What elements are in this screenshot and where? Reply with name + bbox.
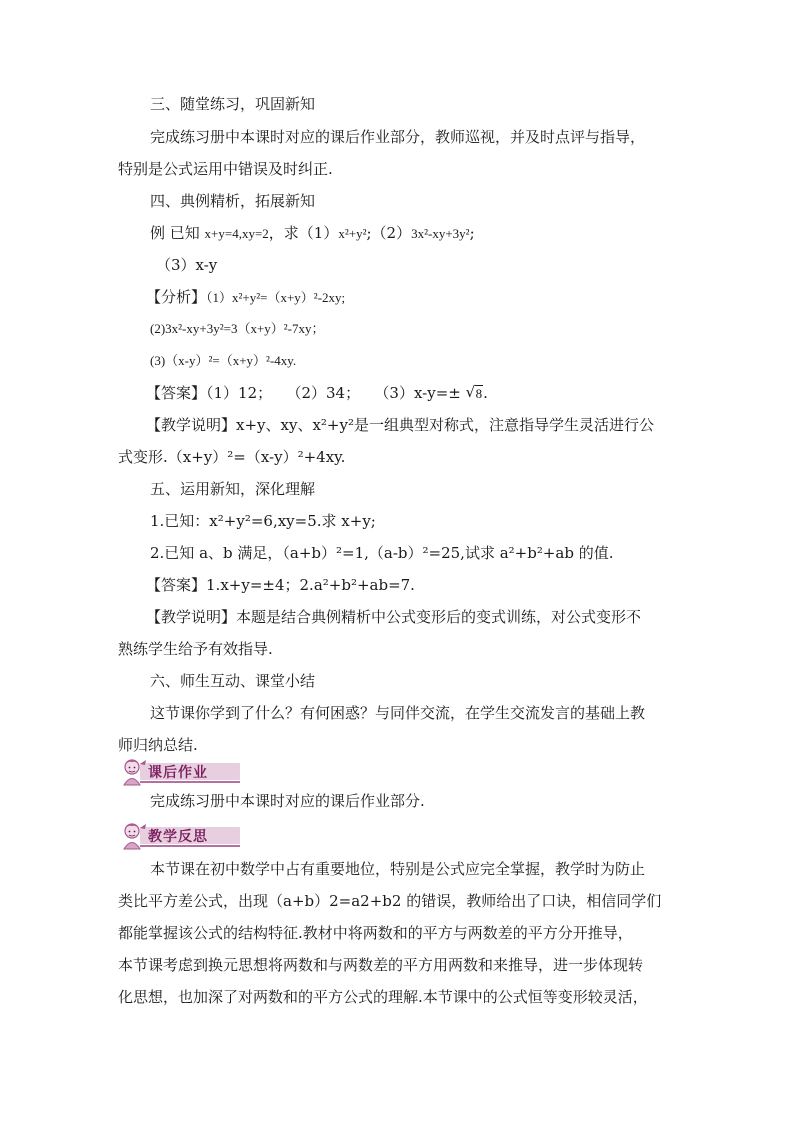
explain4-line2: 式变形.（x+y）²=（x-y）²+4xy. (118, 448, 346, 466)
section6-body-line1: 这节课你学到了什么？有何困惑？与同伴交流，在学生交流发言的基础上教 (150, 704, 646, 722)
answer-3-prefix: （3）x-y=± (374, 384, 461, 402)
section6-body-line2: 师归纳总结. (118, 736, 198, 754)
example-prefix: 例 已知 (150, 224, 205, 242)
section6-heading: 六、师生互动、课堂小结 (150, 672, 316, 690)
answer-2: （2）34； (286, 384, 361, 402)
analysis-step1: （1）x²+y²=（x+y）²-2xy; (206, 290, 346, 305)
example-line (150, 223, 475, 244)
sqrt-8 (466, 383, 484, 404)
analysis-line1 (146, 287, 345, 308)
problem-2: 2.已知 a、b 满足，（a+b）²=1,（a-b）²=25,试求 a²+b²+ab 的值. (150, 544, 614, 562)
homework-banner-label: 课后作业 (148, 765, 208, 781)
analysis-tag: 【分析】 (146, 288, 207, 306)
answer-line (146, 383, 488, 404)
example-sep2: ;（2） (366, 224, 412, 242)
example-q2: 3x²-xy+3y² (411, 226, 470, 241)
reflection-banner-label: 教学反思 (148, 829, 208, 845)
analysis-step2: (2)3x²-xy+3y²=3（x+y）²-7xy； (150, 321, 325, 336)
example-condition: x+y=4,xy=2 (204, 226, 269, 241)
girl-mascot-icon (118, 756, 152, 786)
sqrt-radicand: 8 (475, 386, 483, 401)
answer-tag: 【答案】 (146, 384, 207, 402)
explain4-text1: x+y、xy、x²+y²是一组典型对称式，注意指导学生灵活进行公 (236, 416, 654, 434)
section5-answer-tag: 【答案】 (146, 576, 207, 594)
homework-text: 完成练习册中本课时对应的课后作业部分. (150, 792, 425, 810)
analysis-step3: (3)（x-y）²=（x+y）²-4xy. (150, 353, 297, 368)
section4-heading: 四、典例精析，拓展新知 (150, 192, 316, 210)
explain4-tag: 【教学说明】 (146, 416, 237, 434)
explain5-line1 (146, 607, 641, 627)
answer-3-end: . (483, 384, 488, 402)
section3-body-line1: 完成练习册中本课时对应的课后作业部分，教师巡视，并及时点评与指导， (150, 128, 646, 146)
reflection-line5: 化思想，也加深了对两数和的平方公式的理解.本节课中的公式恒等变形较灵活， (118, 988, 648, 1006)
example-q1: x²+y² (338, 226, 367, 241)
homework-banner (118, 756, 242, 786)
section5-answer-text: 1.x+y=±4；2.a²+b²+ab=7. (206, 576, 415, 594)
explain5-line2: 熟练学生给予有效指导. (118, 640, 273, 658)
explain4-line1 (146, 415, 654, 435)
section3-body-line2: 特别是公式运用中错误及时纠正. (118, 160, 333, 178)
section5-answer (146, 575, 415, 595)
reflection-line3: 都能掌握该公式的结构特征.教材中将两数和的平方与两数差的平方分开推导， (118, 924, 633, 942)
reflection-line1: 本节课在初中数学中占有重要地位，特别是公式应完全掌握，教学时为防止 (150, 860, 646, 878)
reflection-banner (118, 820, 242, 850)
example-q3: （3）x-y (156, 256, 218, 274)
explain5-text1: 本题是结合典例精析中公式变形后的变式训练，对公式变形不 (236, 608, 642, 626)
reflection-line4: 本节课考虑到换元思想将两数和与两数差的平方用两数和来推导，进一步体现转 (118, 956, 644, 974)
girl-mascot-icon (118, 820, 152, 850)
example-end: ; (469, 224, 475, 242)
reflection-line2: 类比平方差公式，出现（a+b）2=a2+b2 的错误，教师给出了口诀，相信同学们 (118, 892, 662, 910)
section3-heading: 三、随堂练习，巩固新知 (150, 95, 316, 113)
section5-heading: 五、运用新知，深化理解 (150, 480, 316, 498)
example-ask: ，求（1） (268, 224, 339, 242)
problem-1: 1.已知：x²+y²=6,xy=5.求 x+y; (150, 512, 376, 530)
answer-1: （1）12； (206, 384, 273, 402)
explain5-tag: 【教学说明】 (146, 608, 237, 626)
